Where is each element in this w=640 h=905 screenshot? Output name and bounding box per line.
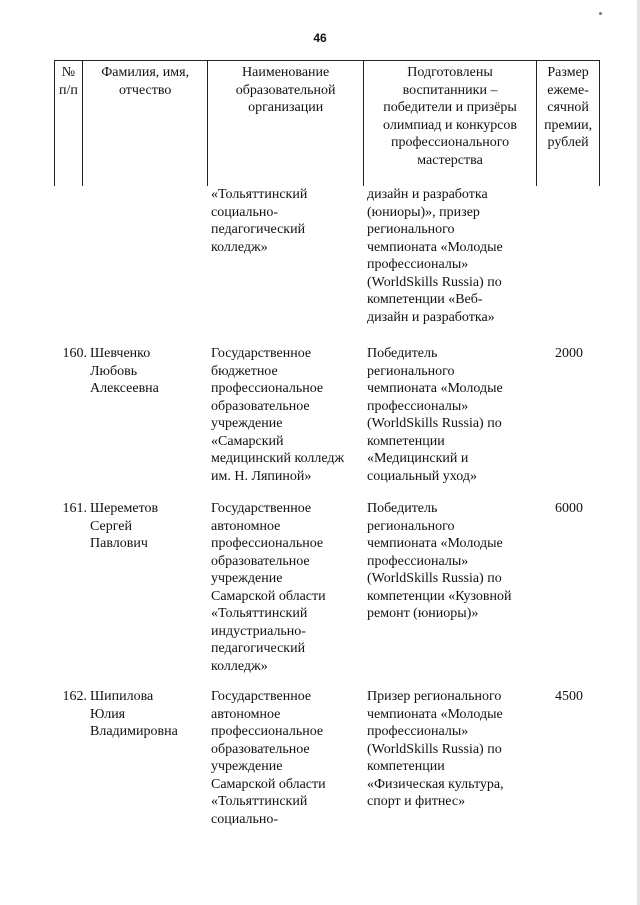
table-row — [54, 345, 600, 500]
header-bonus-amount: Размер ежеме- сячной премии, рублей — [544, 65, 593, 150]
row-amount: 6000 — [555, 501, 583, 516]
table-row — [54, 688, 600, 828]
table-row — [54, 186, 600, 345]
row-organization: Государственное бюджетное профессиональное образовательное учреждение «Самарский медицинский колледж им. Н. Ляпиной» — [211, 346, 345, 484]
table-body — [54, 186, 600, 828]
row-amount — [538, 186, 600, 345]
scan-artifact-dot — [599, 12, 602, 15]
row-achievement: дизайн и разработка (юниоры)», призер регионального чемпионата «Молодые профессионалы» (WorldSkills Russia) по компетенции «Веб- дизайн и разработка» — [367, 187, 503, 325]
header-achievements: Подготовлены воспитанники – победители и призёры олимпиад и конкурсов профессионального мастерства — [364, 61, 537, 186]
table-header — [54, 60, 600, 186]
header-number: № п/п — [55, 61, 83, 186]
header-full-name: Фамилия, имя, отчество — [83, 61, 209, 186]
row-organization: Государственное автономное профессиональное образовательное учреждение Самарской области «Тольяттинский индустриально- педагогический колледж» — [211, 501, 326, 674]
table-row — [54, 500, 600, 688]
row-achievement: Победитель регионального чемпионата «Молодые профессионалы» (WorldSkills Russia) по компетенции «Медицинский и социальный уход» — [367, 346, 503, 484]
row-achievement: Призер регионального чемпионата «Молодые профессионалы» (WorldSkills Russia) по компетенции «Физическая культура, спорт и фитнес» — [367, 689, 504, 809]
row-full-name: Шипилова Юлия Владимировна — [90, 689, 178, 739]
row-organization: Государственное автономное профессиональное образовательное учреждение Самарской области «Тольяттинский социально- — [211, 689, 326, 827]
page-number: 46 — [313, 31, 327, 45]
row-full-name: Шереметов Сергей Павлович — [90, 501, 159, 551]
row-number: 161. — [62, 501, 87, 516]
row-full-name — [82, 186, 208, 345]
row-number — [54, 186, 82, 345]
row-organization: «Тольяттинский социально- педагогический колледж» — [211, 187, 308, 255]
row-full-name: Шевченко Любовь Алексеевна — [90, 346, 159, 396]
row-achievement: Победитель регионального чемпионата «Молодые профессионалы» (WorldSkills Russia) по компетенции «Кузовной ремонт (юниоры)» — [367, 501, 512, 621]
row-amount: 2000 — [555, 346, 583, 361]
header-organization: Наименование образовательной организации — [208, 61, 363, 186]
row-number: 160. — [62, 346, 87, 361]
row-number: 162. — [62, 689, 87, 704]
row-amount: 4500 — [555, 689, 583, 704]
